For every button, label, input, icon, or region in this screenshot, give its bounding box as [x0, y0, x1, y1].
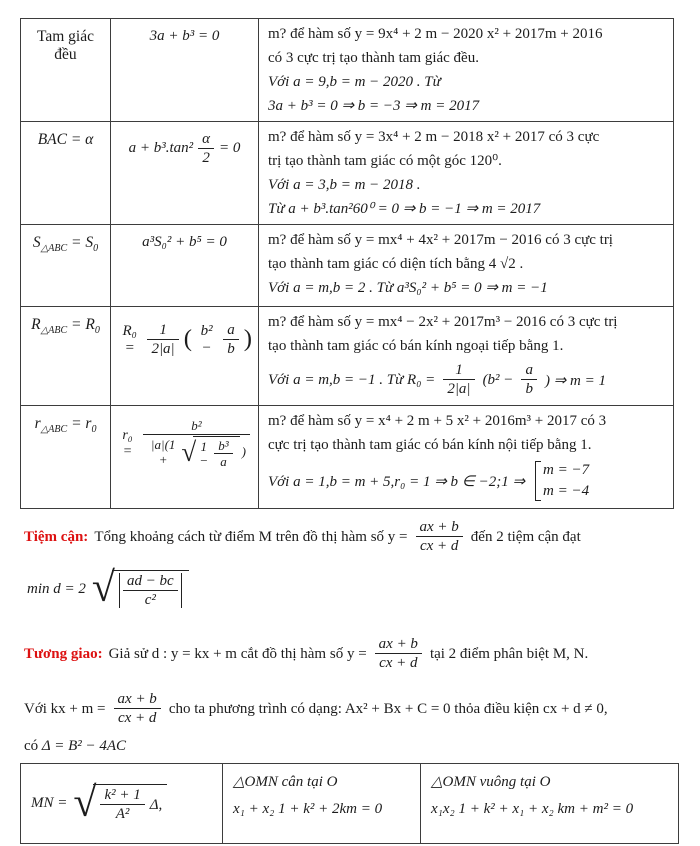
voi-kx-m-line — [24, 684, 608, 734]
mn-lhs: MN = — [31, 795, 68, 811]
formula-text: a³S₀² + b⁵ = 0 — [142, 234, 227, 250]
section-text: đến 2 tiệm cận đạt — [470, 528, 581, 545]
fraction-numerator: ax + b — [416, 519, 463, 537]
label-sub: 0 — [91, 424, 97, 436]
fraction-numerator: a — [521, 362, 537, 380]
radicand — [112, 570, 189, 609]
tiem-can-section — [24, 508, 581, 566]
line-pre: Với kx + m = — [24, 700, 106, 717]
content-line: m? để hàm số y = 9x⁴ + 2 m − 2020 x² + 2017m + 2016 — [268, 26, 603, 42]
formula-mid: b² − — [200, 322, 213, 356]
formula-tan — [129, 131, 241, 167]
content-line: m? để hàm số y = mx⁴ − 2x² + 2017m³ − 2016 có 3 cực trị — [268, 314, 618, 330]
formula-r-noi-tiep — [117, 419, 252, 470]
table-row-ban-kinh-ngoai-tiep — [21, 307, 674, 406]
min-pre: min d = 2 — [27, 580, 86, 597]
content-line: Với a = 3,b = m − 2018 . — [268, 177, 421, 193]
formula-text: 3a + b³ = 0 — [149, 28, 220, 44]
min-d-formula — [27, 563, 189, 615]
section-text: Giả sử d : y = kx + m cắt đồ thị hàm số y = — [108, 645, 367, 662]
tuong-giao-section — [24, 626, 588, 682]
sqrt-radical — [181, 436, 239, 470]
content-line: tạo thành tam giác có bán kính ngoại tiếp bằng 1. — [268, 338, 564, 354]
inline-fraction — [214, 439, 232, 470]
inline-fraction — [375, 636, 422, 672]
label-sub: △ABC — [40, 424, 68, 436]
den-post: ) — [241, 444, 246, 460]
inline-fraction — [147, 322, 178, 358]
fraction-numerator: ax + b — [114, 691, 161, 709]
fraction-denominator: cx + d — [117, 710, 157, 726]
row-formula — [111, 19, 259, 122]
content-line: m? để hàm số y = x⁴ + 2 m + 5 x² + 2016m³ + 2017 có 3 — [268, 413, 607, 429]
fraction-denominator: 2|a| — [151, 340, 175, 357]
formula-pre: a + b³.tan² — [128, 140, 194, 157]
fraction-numerator: 1 — [147, 322, 178, 340]
fraction-numerator: b³ — [214, 439, 232, 455]
label-text: Tam giác đều — [36, 28, 94, 63]
content-line: 3a + b³ = 0 ⇒ b = −3 ⇒ m = 2017 — [268, 98, 480, 114]
cuc-tri-table — [20, 18, 674, 509]
content-line: m? để hàm số y = 3x⁴ + 2 m − 2018 x² + 2017 có 3 cực — [268, 129, 600, 145]
big-fraction — [143, 419, 250, 470]
inline-fraction — [223, 322, 239, 358]
label-sub: △ABC — [40, 325, 68, 337]
formula-lhs: R₀ = — [122, 322, 137, 356]
row-formula — [111, 307, 259, 406]
row-content — [259, 19, 674, 122]
row-content — [259, 406, 674, 509]
cases-bracket — [535, 460, 589, 502]
case-line: m = −4 — [543, 483, 590, 499]
row-label — [21, 406, 111, 509]
line-post: ) ⇒ m = 1 — [544, 372, 606, 389]
big-paren-open: ( — [183, 325, 192, 353]
mn-formula — [31, 779, 212, 826]
content-line: có 3 cực trị tạo thành tam giác đều. — [268, 50, 479, 66]
results-table — [20, 763, 679, 844]
big-paren-close: ) — [243, 325, 252, 353]
row-label — [21, 122, 111, 225]
fraction-denominator: a — [220, 454, 227, 470]
content-line: trị tạo thành tam giác có một góc 120⁰. — [268, 153, 502, 169]
content-line: tạo thành tam giác có diện tích bằng 4 √2 . — [268, 256, 524, 272]
fraction-numerator: ad − bc — [123, 573, 178, 591]
formula-r0 — [117, 322, 252, 358]
fraction-denominator: cx + d — [419, 538, 459, 554]
section-text: Tổng khoảng cách từ điểm M trên đồ thị hàm số y = — [94, 528, 408, 545]
table-row-ban-kinh-noi-tiep — [21, 406, 674, 509]
den-pre: |a|(1 + — [150, 437, 176, 467]
line-mid: (b² − — [482, 371, 514, 388]
fraction-numerator: k² + 1 — [100, 787, 144, 805]
row-label — [21, 225, 111, 307]
section-header-tuong-giao: Tương giao: — [24, 645, 103, 662]
content-line: cực trị tạo thành tam giác có bán kính nội tiếp bằng 1. — [268, 437, 592, 453]
fraction-denominator: cx + d — [379, 655, 418, 671]
radicand — [93, 784, 167, 823]
content-line-formula — [268, 358, 664, 402]
table-row-dien-tich — [21, 225, 674, 307]
case-line: m = −7 — [543, 462, 590, 478]
table-row — [21, 764, 679, 844]
label-sub: 0 — [93, 243, 99, 255]
delta-math: Δ = B² − 4AC — [41, 738, 127, 754]
label-sub: 0 — [94, 325, 100, 337]
formula-lhs: r₀ = — [122, 428, 133, 460]
omn-can-cell — [223, 764, 421, 844]
omn-vuong-title: △OMN vuông tại O — [431, 774, 551, 790]
omn-can-title: △OMN cân tại O — [233, 774, 338, 790]
line-pre: Với a = m,b = −1 . Từ R₀ = — [268, 371, 436, 388]
mn-delta: Δ, — [149, 796, 163, 813]
fraction-denominator: A² — [115, 806, 130, 822]
fraction-denominator — [143, 435, 250, 470]
label-eq: = R — [71, 316, 95, 333]
inline-fraction — [100, 787, 144, 823]
label-eq: = r — [71, 415, 92, 432]
section-text: tại 2 điểm phân biệt M, N. — [429, 645, 589, 662]
fraction-numerator: ax + b — [375, 636, 422, 654]
content-line: Với a = m,b = 2 . Từ a³S₀² + b⁵ = 0 ⇒ m = −1 — [268, 280, 548, 296]
content-line: Từ a + b³.tan²60⁰ = 0 ⇒ b = −1 ⇒ m = 2017 — [268, 201, 541, 217]
content-line-formula — [268, 457, 664, 505]
mn-cell — [21, 764, 223, 844]
omn-vuong-equation: x₁x₂ 1 + k² + x₁ + x₂ km + m² = 0 — [431, 801, 634, 817]
formula-post: = 0 — [219, 140, 241, 157]
inline-fraction — [416, 519, 463, 555]
omn-can-equation: x₁ + x₂ 1 + k² + 2km = 0 — [233, 801, 383, 817]
fraction-denominator: b — [525, 381, 533, 397]
label-sub: △ABC — [40, 243, 68, 255]
inline-fraction — [521, 362, 537, 398]
inline-fraction — [198, 131, 214, 167]
label-text: BAC = α — [37, 131, 94, 148]
fraction-numerator: a — [223, 322, 239, 340]
inline-fraction — [114, 691, 161, 727]
label-var: R — [31, 316, 41, 333]
fraction-denominator: 2|a| — [447, 381, 471, 397]
delta-line — [24, 735, 126, 757]
row-formula — [111, 225, 259, 307]
row-label — [21, 19, 111, 122]
label-var: S — [32, 234, 41, 251]
row-formula — [111, 122, 259, 225]
sqrt-radical — [73, 779, 167, 826]
fraction-denominator: c² — [144, 591, 156, 608]
label-eq: = S — [71, 234, 94, 251]
table-row-tam-giac-deu — [21, 19, 674, 122]
fraction-numerator: 1 — [443, 362, 474, 380]
label-var: r — [34, 415, 41, 432]
row-content — [259, 307, 674, 406]
row-formula — [111, 406, 259, 509]
abs-fraction — [119, 573, 182, 609]
line-post: cho ta phương trình có dạng: Ax² + Bx + C = 0 thỏa điều kiện cx + d ≠ 0, — [168, 700, 608, 717]
radicand — [193, 436, 239, 470]
row-content — [259, 122, 674, 225]
radicand-pre: 1 − — [199, 438, 209, 469]
radical-sign: √ — [91, 565, 115, 612]
table-row-goc-bac — [21, 122, 674, 225]
radical-sign: √ — [73, 779, 97, 826]
omn-vuong-cell — [421, 764, 679, 844]
fraction-numerator: α — [198, 131, 214, 149]
radical-sign: √ — [181, 437, 197, 468]
content-line: m? để hàm số y = mx⁴ + 4x² + 2017m − 2016 có 3 cực trị — [268, 232, 613, 248]
inline-fraction — [443, 362, 474, 398]
line-pre: Với a = 1,b = m + 5,r₀ = 1 ⇒ b ∈ −2;1 ⇒ — [268, 473, 526, 490]
fraction-denominator: b — [227, 340, 235, 357]
section-header-tiem-can: Tiệm cận: — [24, 528, 89, 545]
sqrt-radical — [91, 565, 189, 612]
content-line: Với a = 9,b = m − 2020 . Từ — [268, 74, 441, 90]
row-label — [21, 307, 111, 406]
delta-pre: có — [24, 738, 39, 754]
fraction-numerator: b² — [143, 419, 250, 435]
fraction-denominator: 2 — [202, 149, 210, 166]
row-content — [259, 225, 674, 307]
